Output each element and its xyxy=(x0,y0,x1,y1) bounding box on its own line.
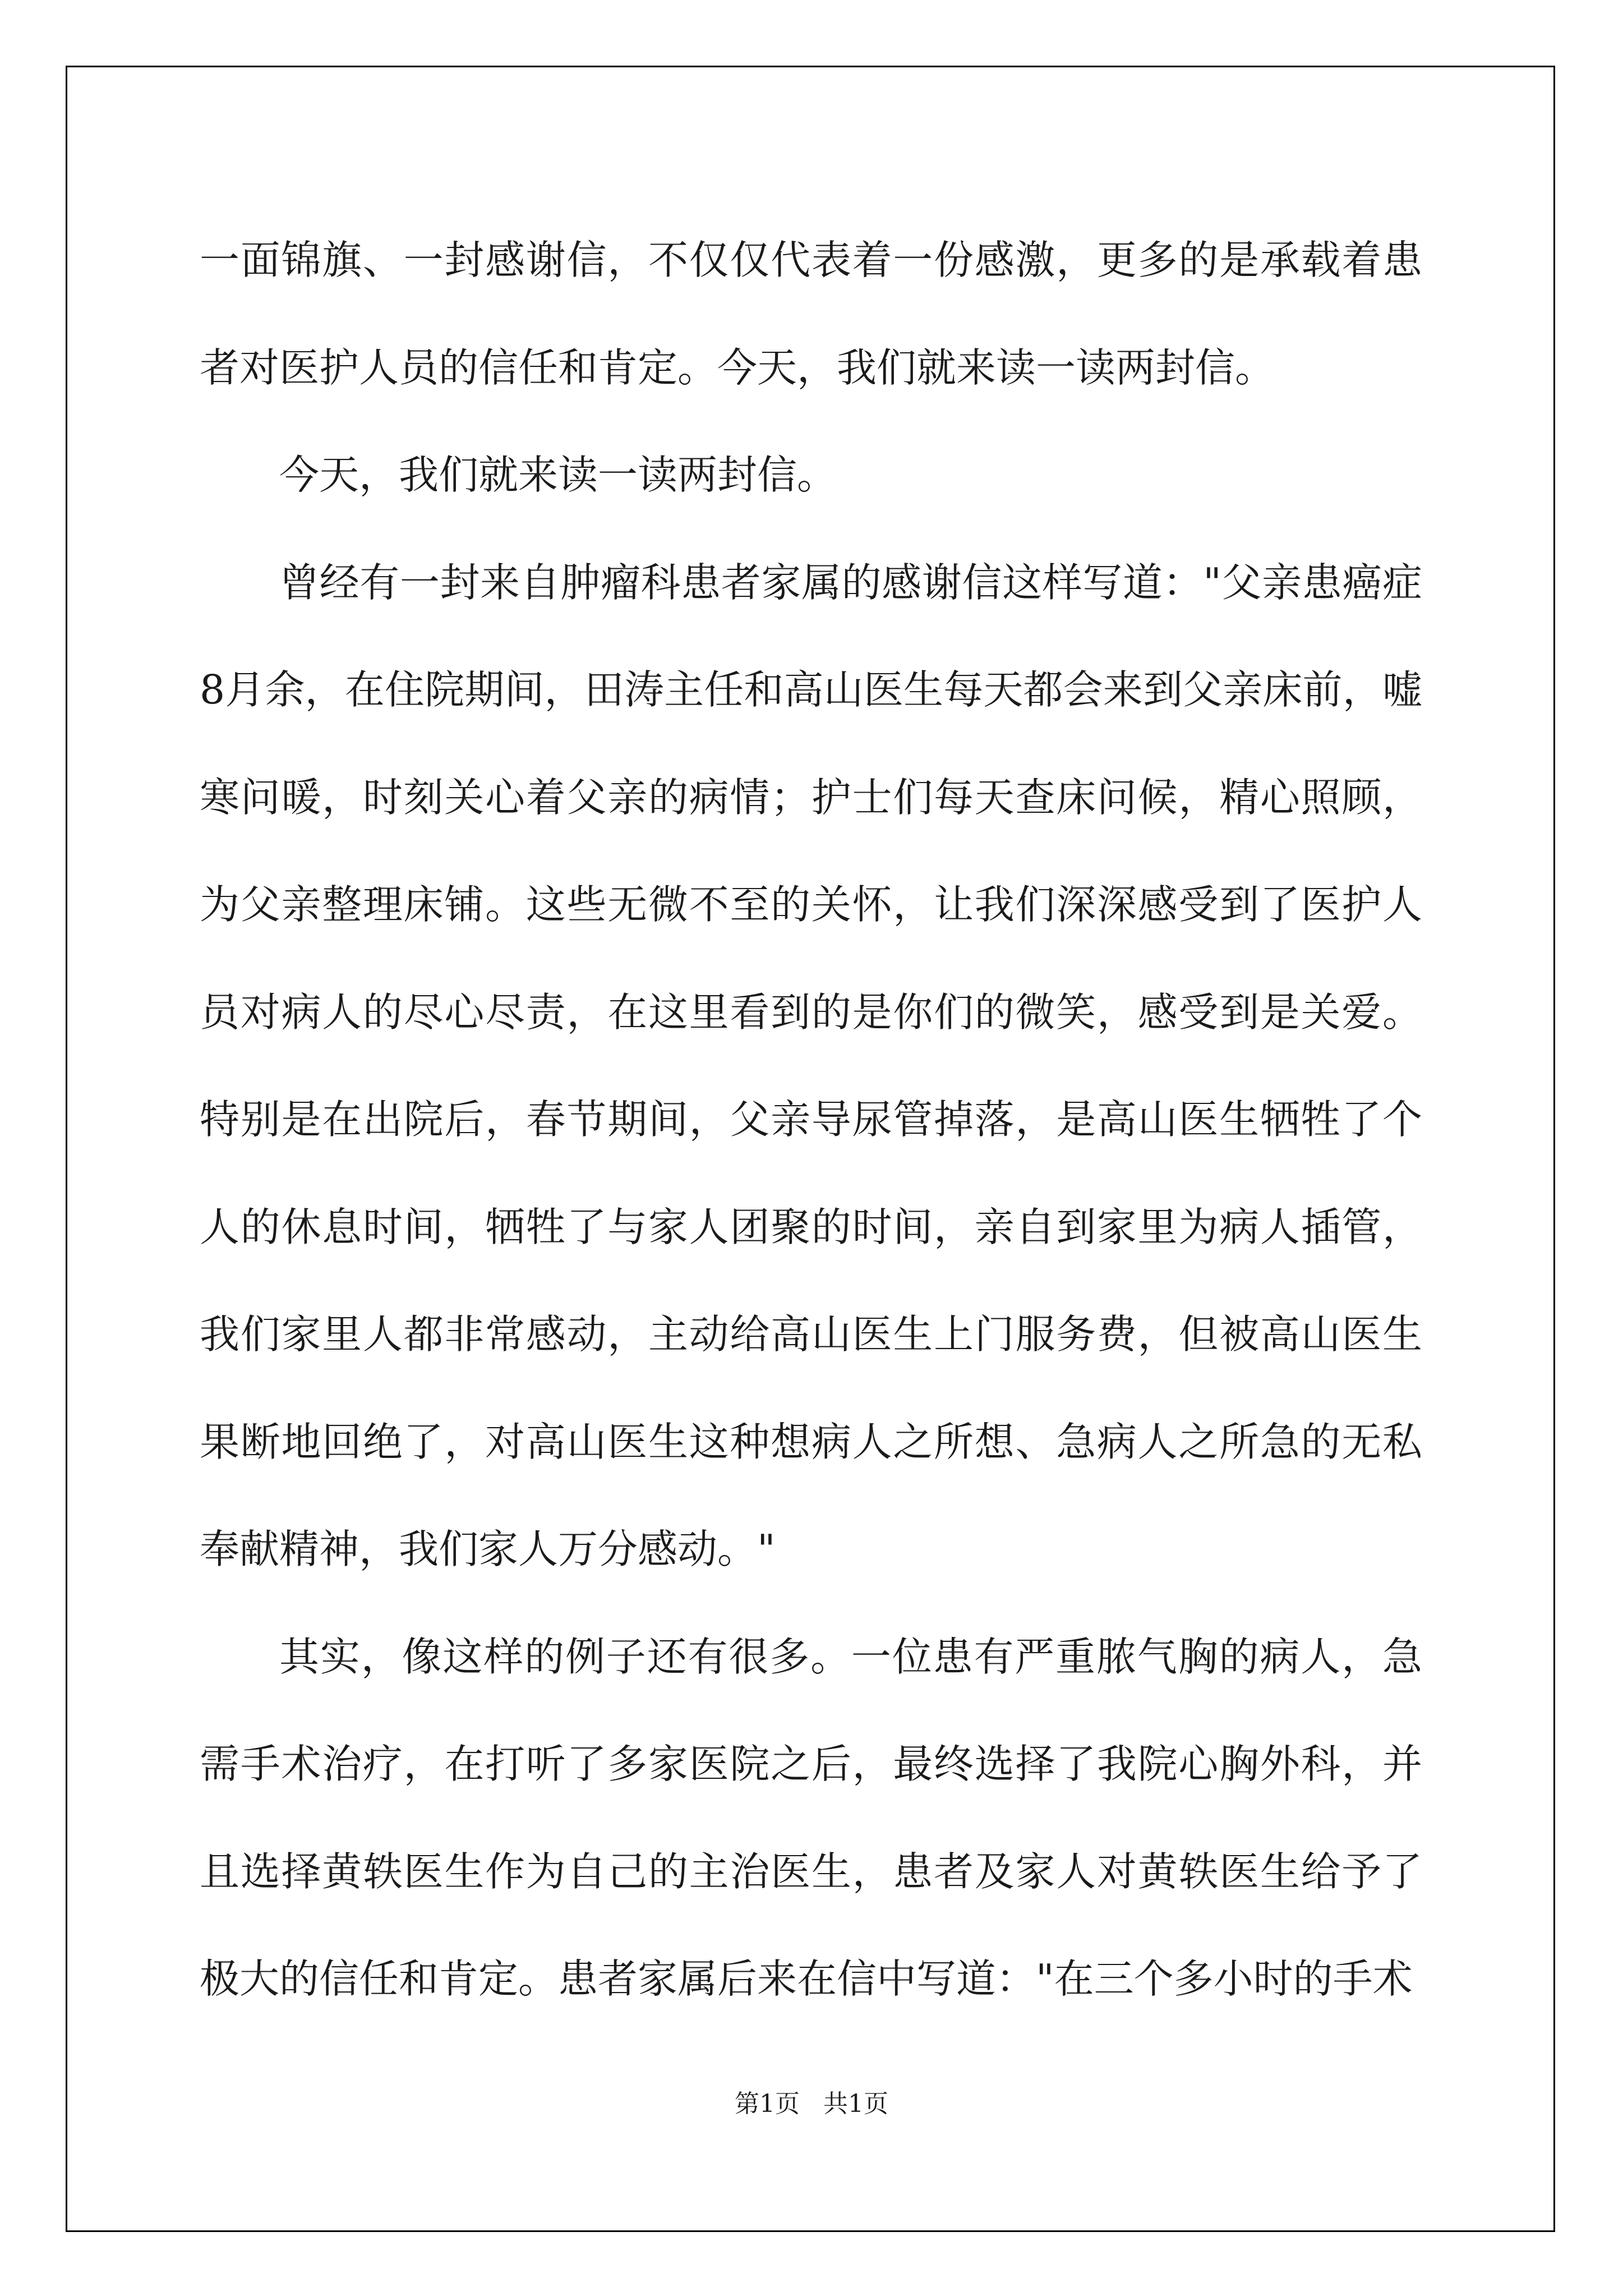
page-footer: 第1页 共1页 xyxy=(735,2090,888,2118)
paragraph-3: 曾经有一封来自肿瘤科患者家属的感谢信这样写道："父亲患癌症8月余，在住院期间，田涛主任和高山医生每天都会来到父亲床前，嘘寒问暖，时刻关心着父亲的病情；护士们每天查床问候，精心照顾，为父亲整理床铺。这些无微不至的关怀，让我们深深感受到了医护人员对病人的尽心尽责，在这里看到的是你们的微笑，感受到是关爱。特别是在出院后，春节期间，父亲导尿管掉落，是高山医生牺牲了个人的休息时间，牺牲了与家人团聚的时间，亲自到家里为病人插管，我们家里人都非常感动，主动给高山医生上门服务费，但被高山医生果断地回绝了，对高山医生这种想病人之所想、急病人之所急的无私奉献精神，我们家人万分感动。" xyxy=(200,559,1422,1572)
paragraph-2: 今天，我们就来读一读两封信。 xyxy=(279,452,837,498)
paragraph-4: 其实，像这样的例子还有很多。一位患有严重脓气胸的病人，急需手术治疗，在打听了多家医院之后，最终选择了我院心胸外科，并且选择黄轶医生作为自己的主治医生，患者及家人对黄轶医生给予了极大的信任和肯定。患者家属后来在信中写道："在三个多小时的手术 xyxy=(200,1633,1422,2002)
document-body xyxy=(200,206,1422,2033)
paragraph-1: 一面锦旗、一封感谢信，不仅仅代表着一份感激，更多的是承载着患者对医护人员的信任和肯定。今天，我们就来读一读两封信。 xyxy=(200,237,1422,391)
